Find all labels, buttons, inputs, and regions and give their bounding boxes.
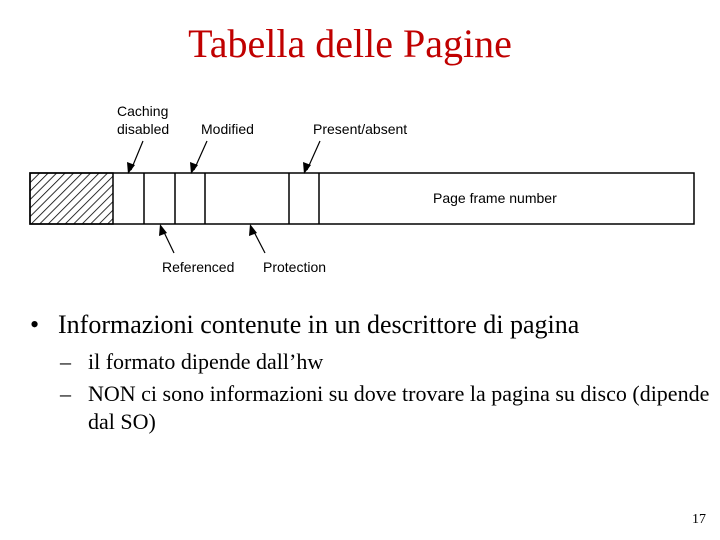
arrow-referenced: [159, 224, 174, 253]
sub-bullet-text: NON ci sono informazioni su dove trovare la pagina su disco (dipende dal SO): [88, 381, 710, 434]
slide-title: Tabella delle Pagine: [188, 21, 512, 66]
dash-icon: –: [60, 349, 71, 374]
label-present-absent: Present/absent: [313, 121, 408, 137]
entry-outline: [30, 173, 694, 224]
label-modified: Modified: [201, 121, 254, 137]
arrow-present-absent: [303, 141, 320, 174]
unused-bits-hatched: [30, 173, 113, 224]
label-caching-disabled-line1: Caching: [117, 103, 169, 119]
label-referenced: Referenced: [162, 259, 235, 275]
bullet-list: [30, 308, 710, 436]
bullet-main: [30, 308, 710, 342]
page-number: 17: [692, 512, 706, 527]
label-caching-disabled-line2: disabled: [117, 121, 170, 137]
sub-bullet-text: il formato dipende dall’hw: [88, 349, 324, 374]
arrow-caching-disabled: [127, 141, 143, 174]
bullet-main-text: Informazioni contenute in un descrittore di pagina: [58, 310, 580, 339]
arrow-protection: [249, 224, 265, 253]
sub-bullet: [30, 380, 710, 436]
sub-bullet: [30, 348, 710, 376]
bullet-dot-icon: •: [30, 310, 40, 339]
dash-icon: –: [60, 381, 71, 406]
arrow-modified: [190, 141, 207, 174]
label-page-frame-number: Page frame number: [433, 190, 557, 206]
label-protection: Protection: [263, 259, 327, 275]
